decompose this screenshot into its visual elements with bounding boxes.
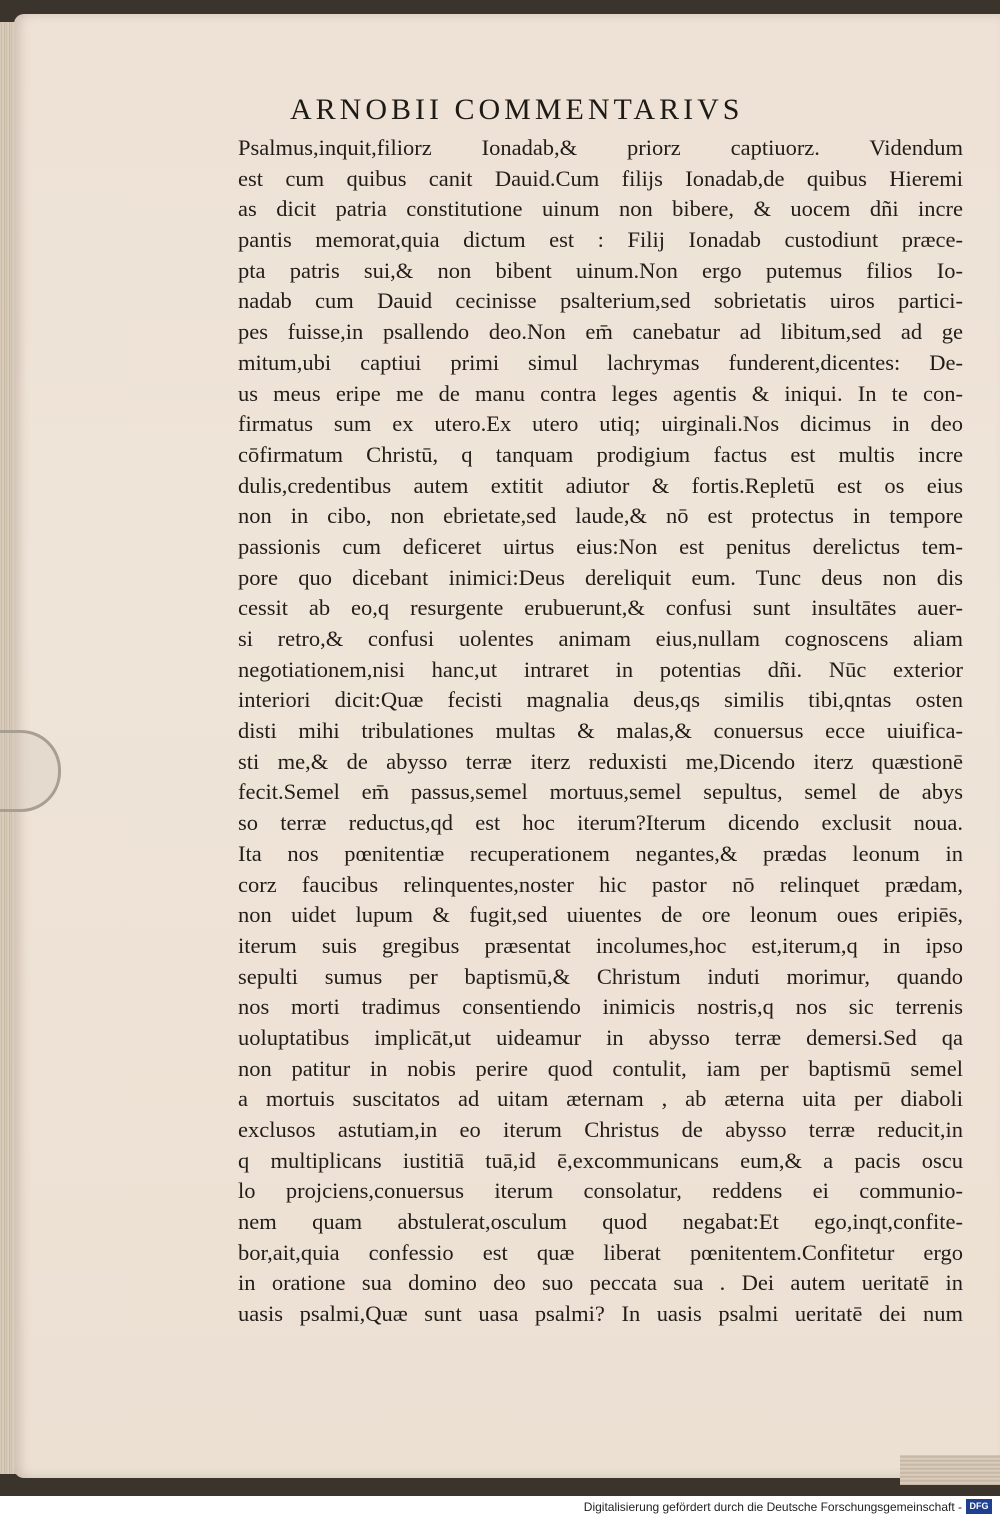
text-line: disti mihi tribulationes multas & malas,& conuersus ecce uiuifica- xyxy=(238,718,963,744)
text-line: firmatus sum ex utero.Ex utero utiq; uirginali.Nos dicimus in deo xyxy=(238,411,963,437)
page-edge-bottom xyxy=(900,1455,1000,1485)
text-line: lo projciens,conuersus iterum consolatur, reddens ei communio- xyxy=(238,1178,963,1204)
footer-credit: Digitalisierung gefördert durch die Deutsche Forschungsgemeinschaft - xyxy=(583,1500,962,1514)
text-line: bor,ait,quia confessio est quæ liberat pœnitentem.Confitetur ergo xyxy=(238,1239,963,1265)
text-line: nos morti tradimus consentiendo inimicis nostris,q nos sic terrenis xyxy=(238,994,963,1020)
text-line: uoluptatibus implicāt,ut uideamur in abysso terræ demersi.Sed qa xyxy=(238,1024,963,1050)
text-line: pta patris sui,& non bibent uinum.Non ergo putemus filios Io- xyxy=(238,257,963,283)
text-line: in oratione sua domino deo suo peccata sua . Dei autem ueritatē in xyxy=(238,1270,963,1296)
text-line: pantis memorat,quia dictum est : Filij Ionadab custodiunt præce- xyxy=(238,227,963,253)
text-line: sti me,& de abysso terræ iterz reduxisti me,Dicendo iterz quæstionē xyxy=(238,748,963,774)
text-block xyxy=(238,133,963,1330)
running-head: ARNOBII COMMENTARIVS xyxy=(290,93,744,126)
text-line: est cum quibus canit Dauid.Cum filijs Ionadab,de quibus Hieremi xyxy=(238,165,963,191)
text-line: Ita nos pœnitentiæ recuperationem negantes,& prædas leonum in xyxy=(238,840,963,866)
text-line: a mortuis suscitatos ad uitam æternam , ab æterna uita per diaboli xyxy=(238,1086,963,1112)
text-line: non patitur in nobis perire quod contulit, iam per baptismū semel xyxy=(238,1055,963,1081)
text-line: non in cibo, non ebrietate,sed laude,& nō est protectus in tempore xyxy=(238,503,963,529)
text-line: fecit.Semel em̄ passus,semel mortuus,semel sepultus, semel de abys xyxy=(238,779,963,805)
text-line: cōfirmatum Christū, q tanquam prodigium factus est multis incre xyxy=(238,441,963,467)
text-line: Psalmus,inquit,filiorz Ionadab,& priorz captiuorz. Videndum xyxy=(238,135,963,160)
text-line: mitum,ubi captiui primi simul lachrymas funderent,dicentes: De- xyxy=(238,349,963,375)
text-line: sepulti sumus per baptismū,& Christum induti morimur, quando xyxy=(238,963,963,989)
dfg-logo-icon: DFG xyxy=(966,1499,992,1514)
text-line: si retro,& confusi uolentes animam eius,nullam cognoscens aliam xyxy=(238,626,963,651)
text-line: iterum suis gregibus præsentat incolumes,hoc est,iterum,q in ipso xyxy=(238,932,963,958)
text-line: passionis cum deficeret uirtus eius:Non est penitus derelictus tem- xyxy=(238,533,963,559)
text-line: non uidet lupum & fugit,sed uiuentes de ore leonum oues eripiēs, xyxy=(238,902,963,928)
text-line: pore quo dicebant inimici:Deus dereliquit eum. Tunc deus non dis xyxy=(238,564,963,590)
text-line: us meus eripe me de manu contra leges agentis & iniqui. In te con- xyxy=(238,380,963,406)
text-line: nadab cum Dauid cecinisse psalterium,sed sobrietatis uiros partici- xyxy=(238,288,963,314)
text-line: as dicit patria constitutione uinum non bibere, & uocem dñi incre xyxy=(238,196,963,222)
text-line: q multiplicans iustitiā tuā,id ē,excommunicans eum,& a pacis oscu xyxy=(238,1147,963,1173)
text-line: interiori dicit:Quæ fecisti magnalia deus,qs similis tibi,qntas osten xyxy=(238,687,963,713)
text-line: negotiationem,nisi hanc,ut intraret in potentias dñi. Nūc exterior xyxy=(238,656,963,682)
text-line: corz faucibus relinquentes,noster hic pastor nō relinquet prædam, xyxy=(238,871,963,897)
text-line: dulis,credentibus autem extitit adiutor & fortis.Repletū est os eius xyxy=(238,472,963,498)
text-line: nem quam abstulerat,osculum quod negabat:Et ego,inqt,confite- xyxy=(238,1209,963,1235)
text-line: pes fuisse,in psallendo deo.Non em̄ canebatur ad libitum,sed ad ge xyxy=(238,319,963,345)
text-line: uasis psalmi,Quæ sunt uasa psalmi? In uasis psalmi ueritatē dei num xyxy=(238,1301,963,1327)
text-line: exclusos astutiam,in eo iterum Christus de abysso terræ reducit,in xyxy=(238,1117,963,1142)
text-line: cessit ab eo,q resurgente erubuerunt,& confusi sunt insultātes auer- xyxy=(238,595,963,621)
text-line: so terræ reductus,qd est hoc iterum?Iterum dicendo exclusit noua. xyxy=(238,810,963,836)
footer xyxy=(0,1496,1000,1519)
